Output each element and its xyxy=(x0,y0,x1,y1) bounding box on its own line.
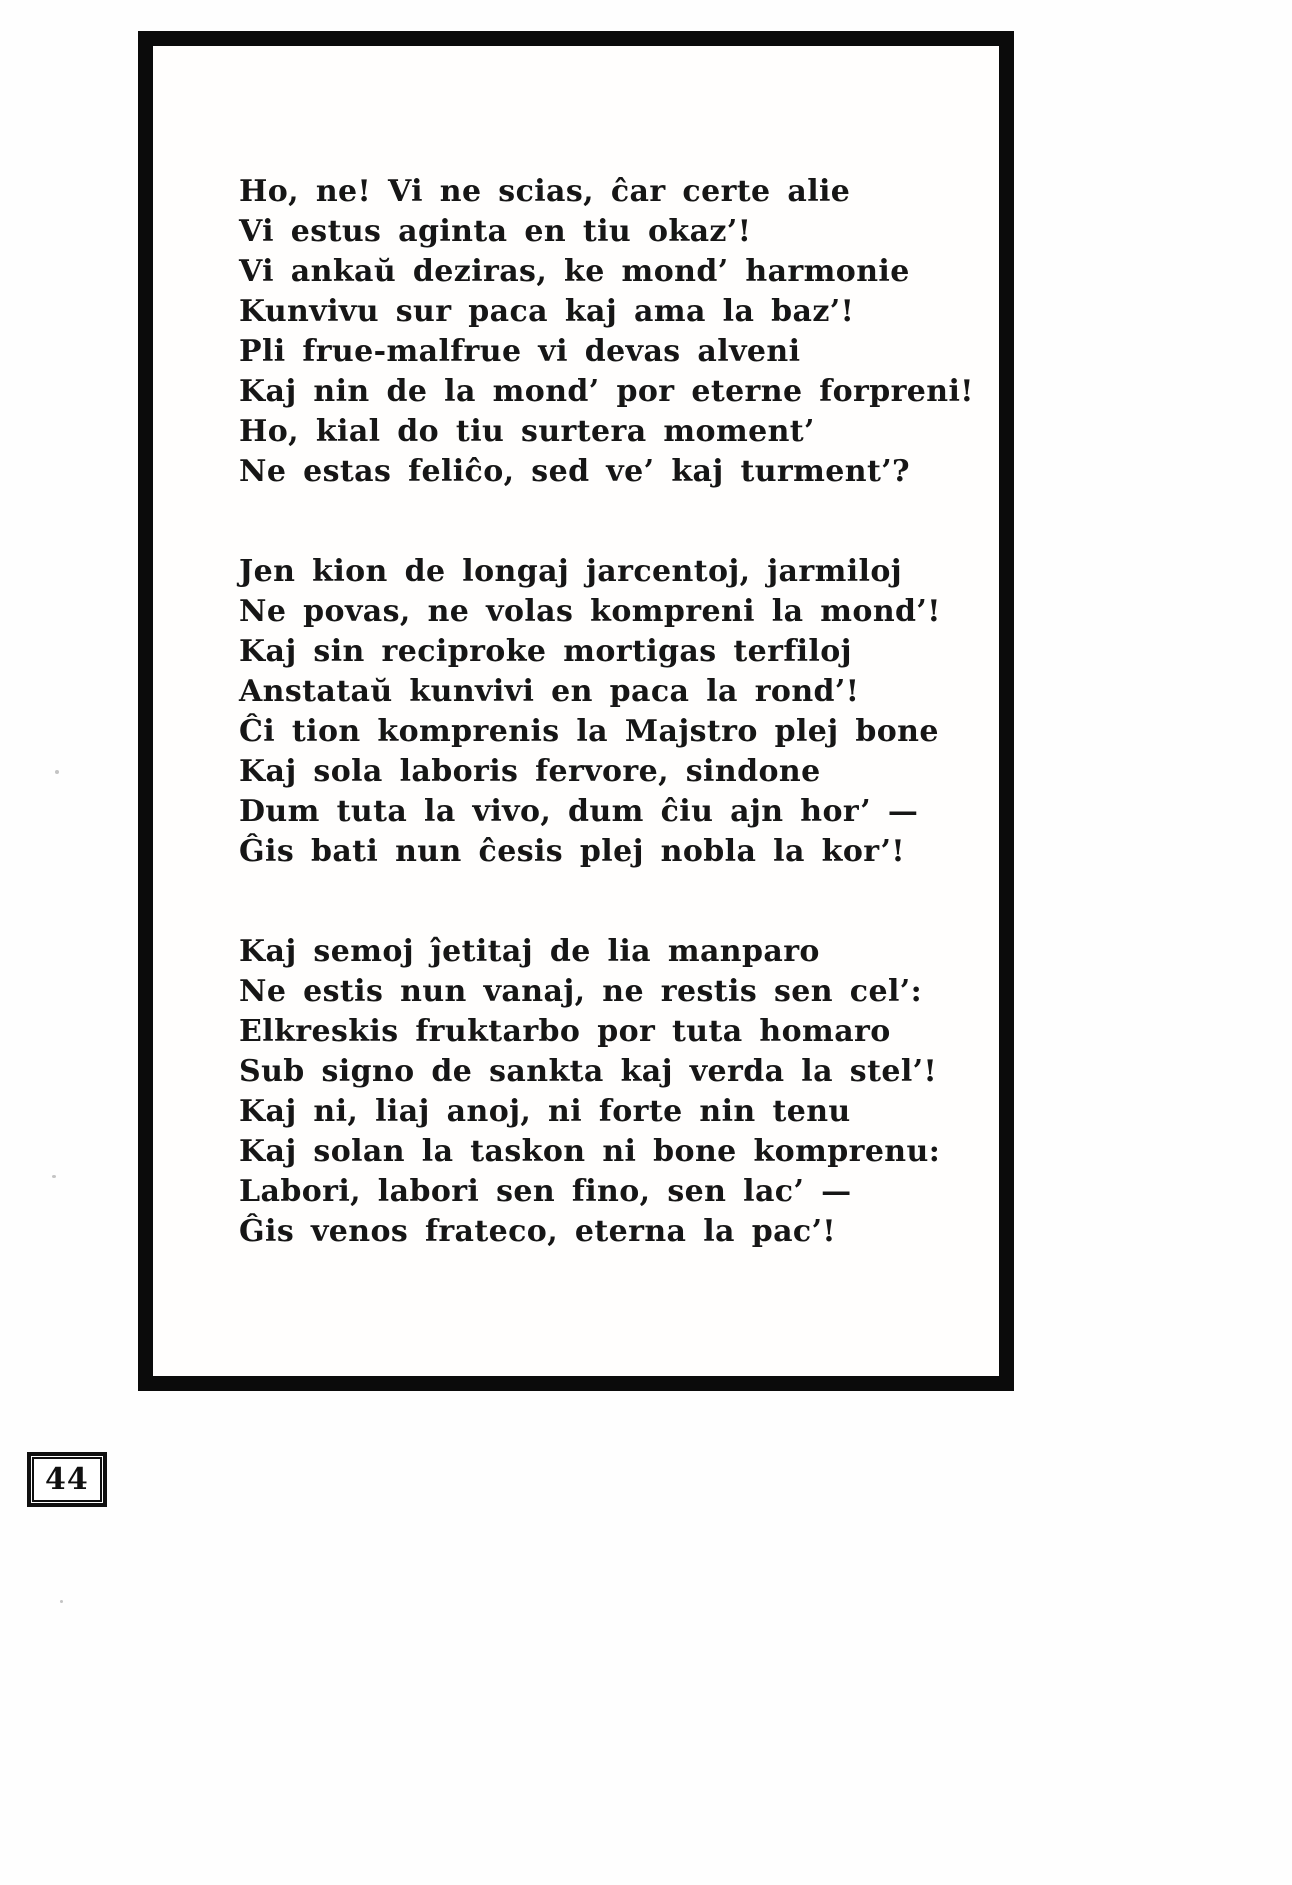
poem-line: Ĝis bati nun ĉesis plej nobla la kor’! xyxy=(239,834,905,869)
poem-line: Vi ankaŭ deziras, ke mond’ harmonie xyxy=(239,254,910,289)
stanza-3 xyxy=(239,932,969,1252)
poem-line: Ne povas, ne volas kompreni la mond’! xyxy=(239,594,941,629)
poem-line: Anstataŭ kunvivi en paca la rond’! xyxy=(239,674,860,709)
poem-line: Dum tuta la vivo, dum ĉiu ajn hor’ — xyxy=(239,794,919,829)
poem-line: Kaj sin reciproke mortigas terfiloj xyxy=(239,634,852,669)
poem-line: Ho, ne! Vi ne scias, ĉar certe alie xyxy=(239,174,851,209)
page-number: 44 xyxy=(45,1462,89,1497)
poem-line: Jen kion de longaj jarcentoj, jarmiloj xyxy=(239,554,902,589)
poem-line: Ho, kial do tiu surtera moment’ xyxy=(239,414,815,449)
page-border-frame xyxy=(138,31,1014,1391)
poem-line: Vi estus aginta en tiu okaz’! xyxy=(239,214,752,249)
scan-speck xyxy=(52,1175,56,1178)
poem-line: Ne estis nun vanaj, ne restis sen cel’: xyxy=(239,974,923,1009)
scan-speck xyxy=(60,1600,63,1603)
poem xyxy=(153,46,999,1252)
poem-line: Kaj nin de la mond’ por eterne forpreni! xyxy=(239,374,974,409)
poem-line: Kunvivu sur paca kaj ama la baz’! xyxy=(239,294,855,329)
scan-speck xyxy=(55,770,59,774)
poem-line: Ne estas feliĉo, sed ve’ kaj turment’? xyxy=(239,454,911,489)
poem-line: Labori, labori sen fino, sen lac’ — xyxy=(239,1174,852,1209)
poem-line: Kaj ni, liaj anoj, ni forte nin tenu xyxy=(239,1094,851,1129)
poem-line: Ĝis venos frateco, eterna la pac’! xyxy=(239,1214,836,1249)
poem-line: Kaj semoj ĵetitaj de lia manparo xyxy=(239,934,820,969)
poem-line: Sub signo de sankta kaj verda la stel’! xyxy=(239,1054,938,1089)
poem-line: Ĉi tion komprenis la Majstro plej bone xyxy=(239,714,939,749)
poem-line: Kaj solan la taskon ni bone komprenu: xyxy=(239,1134,941,1169)
poem-line: Elkreskis fruktarbo por tuta homaro xyxy=(239,1014,891,1049)
poem-line: Pli frue-malfrue vi devas alveni xyxy=(239,334,801,369)
stanza-2 xyxy=(239,552,969,872)
stanza-1 xyxy=(239,172,974,492)
poem-line: Kaj sola laboris fervore, sindone xyxy=(239,754,821,789)
page-number-box xyxy=(27,1452,107,1507)
